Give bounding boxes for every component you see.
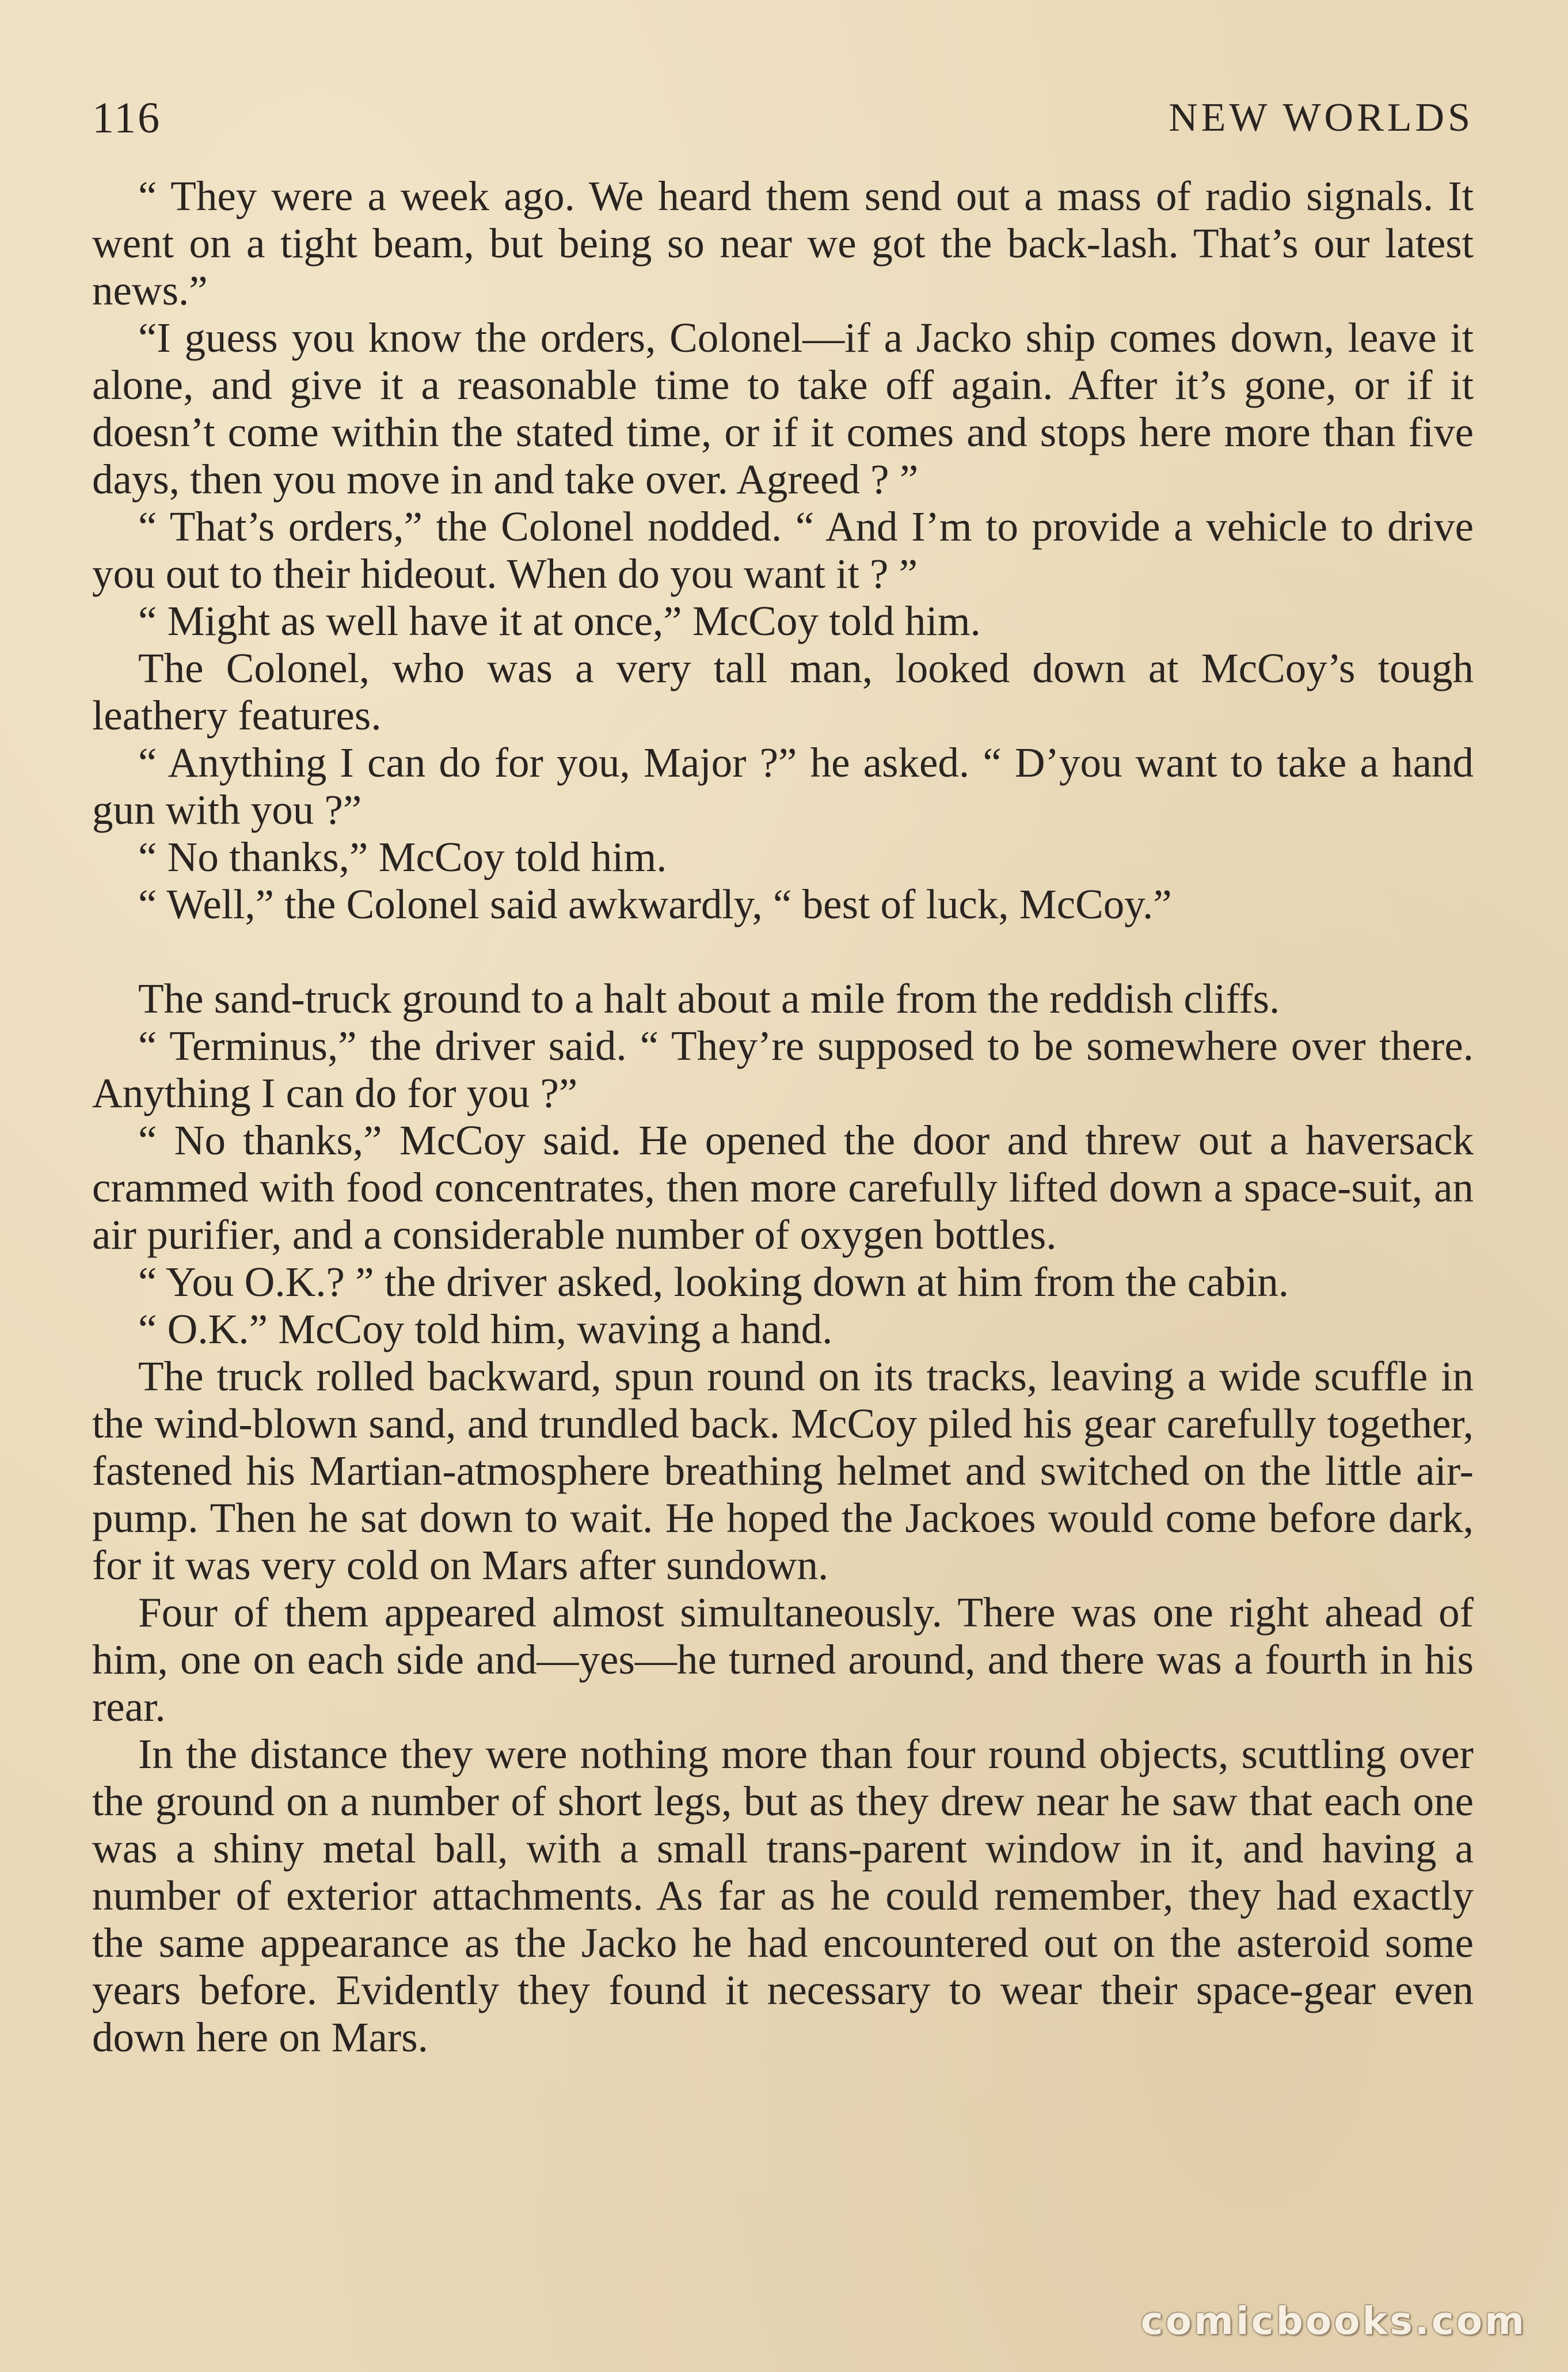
paragraph: The Colonel, who was a very tall man, looked down at McCoy’s tough leathery features. xyxy=(92,645,1474,739)
paragraph: “ They were a week ago. We heard them send out a mass of radio signals. It went on a tight beam, but being so near we got the back-lash. That’s our latest news.” xyxy=(92,173,1474,314)
paragraph: “ Well,” the Colonel said awkwardly, “ best of luck, McCoy.” xyxy=(138,881,1172,927)
page-number: 116 xyxy=(92,94,162,142)
paragraph: “ O.K.” McCoy told him, waving a hand. xyxy=(138,1306,833,1352)
paragraph: “ Terminus,” the driver said. “ They’re supposed to be somewhere over there. Anything I can do for you ?” xyxy=(92,1022,1474,1116)
paragraph: “ You O.K.? ” the driver asked, looking down at him from the cabin. xyxy=(138,1259,1289,1305)
paragraph: “ Anything I can do for you, Major ?” he asked. “ D’you want to take a hand gun with you ?” xyxy=(92,739,1474,833)
paragraph: “ That’s orders,” the Colonel nodded. “ And I’m to provide a vehicle to drive you out to their hideout. When do you want it ? ” xyxy=(92,503,1474,597)
body-text xyxy=(92,173,1474,2061)
paragraph: Four of them appeared almost simultaneously. There was one right ahead of him, one on each side and—yes—he turned around, and there was a fourth in his rear. xyxy=(92,1589,1474,1730)
paragraph: In the distance they were nothing more than four round objects, scuttling over the ground on a number of short legs, but as they drew near he saw that each one was a shiny metal ball, with a small trans-parent window in it, and having a number of exterior attachments. As far as he could remember, they had exactly the same appearance as the Jacko he had encountered out on the asteroid some years before. Evidently they found it necessary to wear their space-gear even down here on Mars. xyxy=(92,1731,1474,2061)
paragraph: “ Might as well have it at once,” McCoy told him. xyxy=(138,598,981,644)
paragraph: “ No thanks,” McCoy told him. xyxy=(138,834,667,880)
watermark: comicbooks.com xyxy=(1140,2299,1527,2343)
paragraph: The sand-truck ground to a halt about a mile from the reddish cliffs. xyxy=(138,975,1280,1022)
paragraph: “ No thanks,” McCoy said. He opened the door and threw out a haversack crammed with food concentrates, then more carefully lifted down a space-suit, an air purifier, and a considerable number of oxygen bottles. xyxy=(92,1117,1474,1258)
paragraph: The truck rolled backward, spun round on its tracks, leaving a wide scuffle in the wind-blown sand, and trundled back. McCoy piled his gear carefully together, fastened his Martian-atmosphere breathing helmet and switched on the little air-pump. Then he sat down to wait. He hoped the Jackoes would come before dark, for it was very cold on Mars after sundown. xyxy=(92,1353,1474,1588)
section-break xyxy=(92,928,1474,975)
running-title: NEW WORLDS xyxy=(1169,96,1474,140)
paragraph: “I guess you know the orders, Colonel—if a Jacko ship comes down, leave it alone, and give it a reasonable time to take off again. After it’s gone, or if it doesn’t come within the stated time, or if it comes and stops here more than five days, then you move in and take over. Agreed ? ” xyxy=(92,314,1474,503)
page-header xyxy=(92,86,1474,150)
